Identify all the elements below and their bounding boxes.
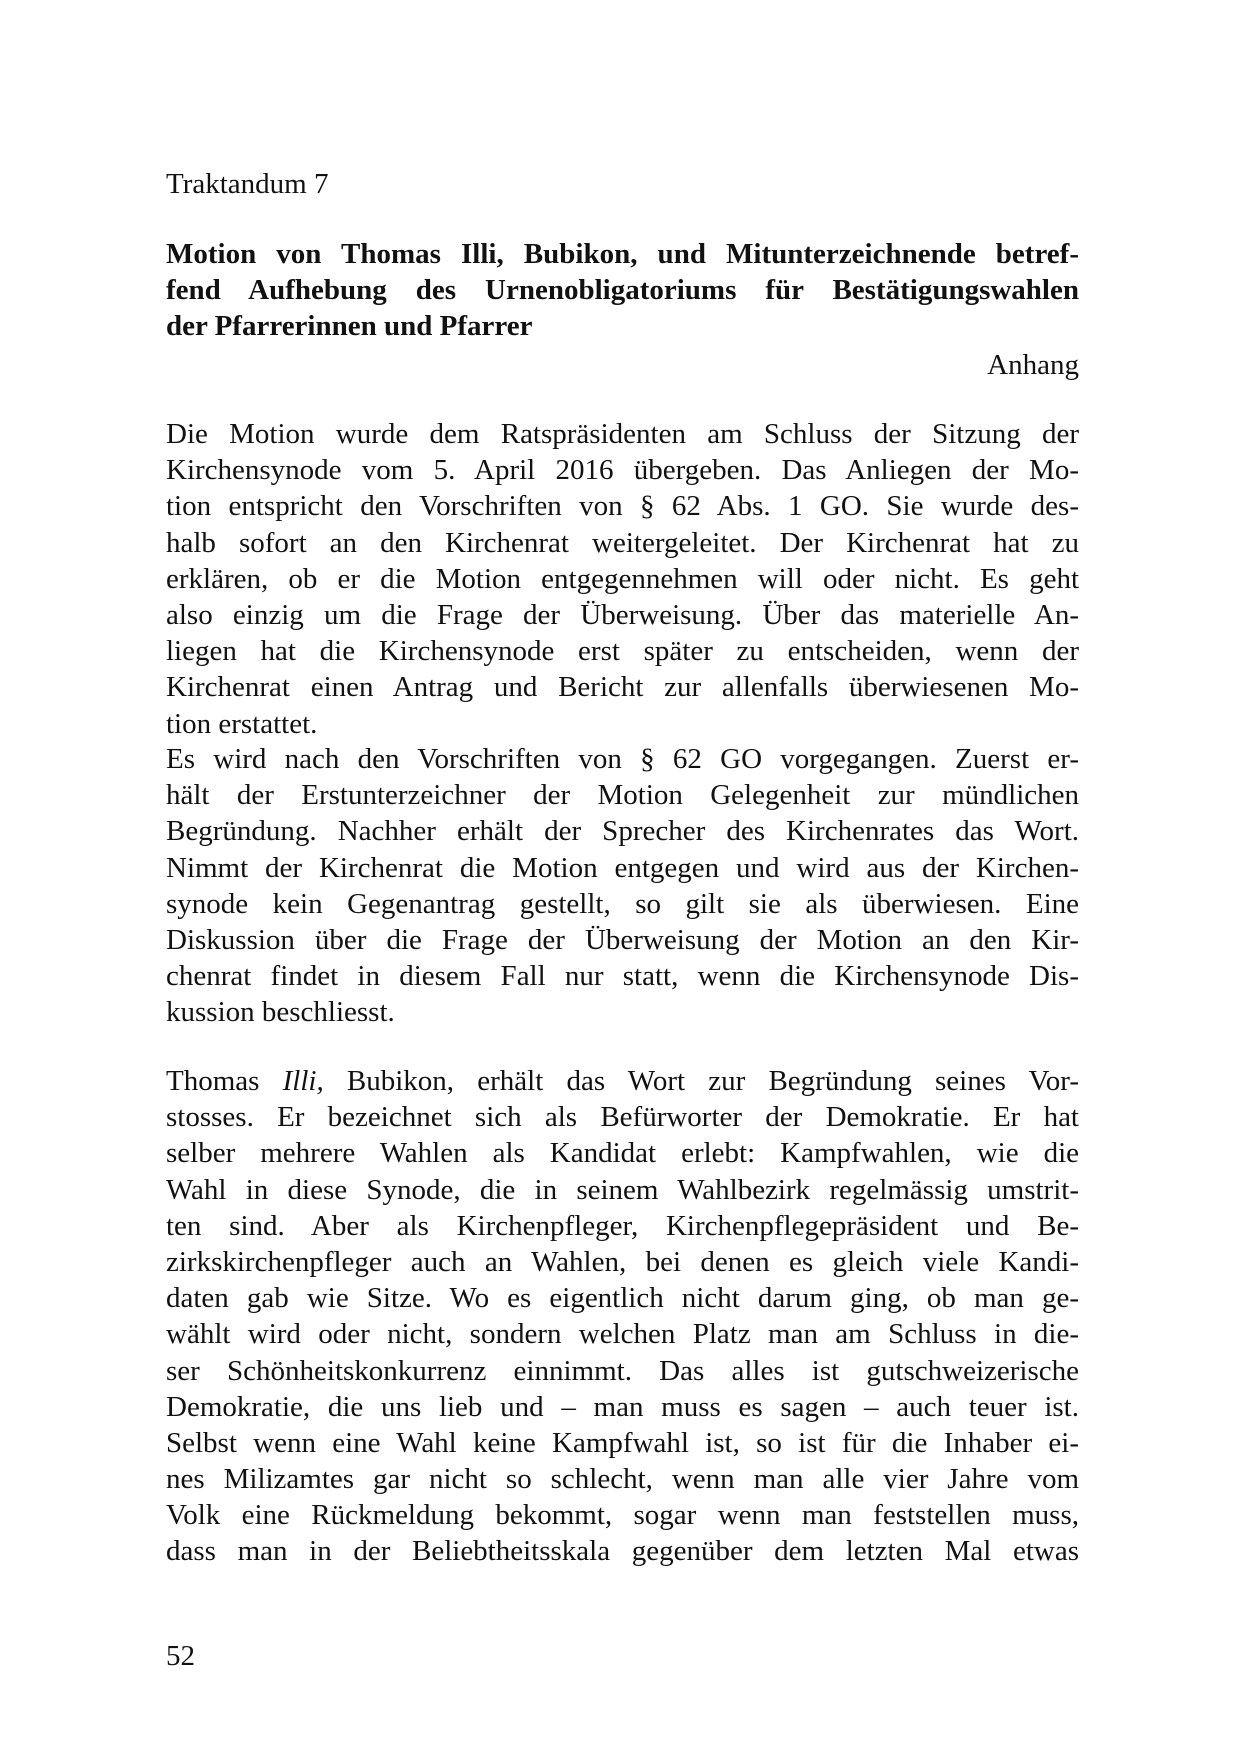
text-line: tion entspricht den Vorschriften von § 62 Abs. 1 GO. Sie wurde des-	[166, 490, 1079, 523]
text-line: Begründung. Nachher erhält der Sprecher des Kirchenrates das Wort.	[166, 815, 1079, 848]
text-line: liegen hat die Kirchensynode erst später zu entscheiden, wenn der	[166, 635, 1079, 668]
text-line: tion erstattet.	[166, 707, 318, 740]
text-line: Kirchenrat einen Antrag und Bericht zur allenfalls überwiesenen Mo-	[166, 671, 1079, 704]
speaker-surname: Illi,	[282, 1065, 324, 1097]
speaker-first-name: Thomas	[166, 1065, 283, 1097]
page-number: 52	[166, 1640, 195, 1672]
text-line: Demokratie, die uns lieb und – man muss es sagen – auch teuer ist.	[166, 1390, 1079, 1423]
text-line: Selbst wenn eine Wahl keine Kampfwahl ist, so ist für die Inhaber ei-	[166, 1426, 1079, 1459]
motion-title	[166, 236, 1079, 344]
text-line: synode kein Gegenantrag gestellt, so gilt sie als überwiesen. Eine	[166, 887, 1079, 920]
text-line-first	[166, 1063, 1079, 1099]
text-line: also einzig um die Frage der Überweisung. Über das materielle An-	[166, 598, 1079, 631]
text-line: Kirchensynode vom 5. April 2016 übergeben. Das Anliegen der Mo-	[166, 454, 1079, 487]
text-line: Volk eine Rückmeldung bekommt, sogar wenn man feststellen muss,	[166, 1499, 1079, 1532]
text-line: wählt wird oder nicht, sondern welchen Platz man am Schluss in die-	[166, 1318, 1079, 1351]
text-line: Die Motion wurde dem Ratspräsidenten am Schluss der Sitzung der	[166, 418, 1079, 450]
text-line: halb sofort an den Kirchenrat weitergeleitet. Der Kirchenrat hat zu	[166, 526, 1079, 559]
text-line: selber mehrere Wahlen als Kandidat erlebt: Kampfwahlen, wie die	[166, 1137, 1079, 1170]
text-line: Diskussion über die Frage der Überweisung der Motion an den Kir-	[166, 923, 1079, 956]
text-line: ser Schönheitskonkurrenz einnimmt. Das alles ist gutschweizerische	[166, 1354, 1079, 1387]
title-line: der Pfarrerinnen und Pfarrer	[166, 310, 533, 342]
paragraph-procedure-rules	[166, 741, 1079, 1031]
text-line: hält der Erstunterzeichner der Motion Gelegenheit zur mündlichen	[166, 779, 1079, 812]
text-line: erklären, ob er die Motion entgegennehmen will oder nicht. Es geht	[166, 562, 1079, 595]
text-line: chenrat findet in diesem Fall nur statt, wenn die Kirchensynode Dis-	[166, 960, 1079, 993]
paragraph-speaker-statement	[166, 1063, 1079, 1570]
text-line: ten sind. Aber als Kirchenpfleger, Kirchenpflegepräsident und Be-	[166, 1209, 1079, 1242]
title-line: Motion von Thomas Illi, Bubikon, und Mitunterzeichnende betref-	[166, 238, 1079, 270]
text-line: Nimmt der Kirchenrat die Motion entgegen und wird aus der Kirchen-	[166, 851, 1079, 884]
text-line: Wahl in diese Synode, die in seinem Wahlbezirk regelmässig umstrit-	[166, 1173, 1079, 1206]
text-line: Es wird nach den Vorschriften von § 62 GO vorgegangen. Zuerst er-	[166, 743, 1079, 775]
text-line: kussion beschliesst.	[166, 996, 395, 1029]
text-line: dass man in der Beliebtheitsskala gegenüber dem letzten Mal etwas	[166, 1535, 1079, 1568]
document-page	[166, 0, 1079, 1754]
annex-label: Anhang	[987, 349, 1079, 381]
agenda-item-label: Traktandum 7	[166, 168, 329, 200]
text-line-remainder: Bubikon, erhält das Wort zur Begründung seines Vor-	[323, 1065, 1079, 1097]
text-line: stosses. Er bezeichnet sich als Befürworter der Demokratie. Er hat	[166, 1101, 1079, 1134]
title-line: fend Aufhebung des Urnenobligatoriums für Bestätigungswahlen	[166, 274, 1079, 306]
text-line: nes Milizamtes gar nicht so schlecht, wenn man alle vier Jahre vom	[166, 1463, 1079, 1496]
text-line: daten gab wie Sitze. Wo es eigentlich nicht darum ging, ob man ge-	[166, 1282, 1079, 1315]
text-line: zirkskirchenpfleger auch an Wahlen, bei denen es gleich viele Kandi-	[166, 1245, 1079, 1278]
paragraph-procedure-intro	[166, 416, 1079, 742]
